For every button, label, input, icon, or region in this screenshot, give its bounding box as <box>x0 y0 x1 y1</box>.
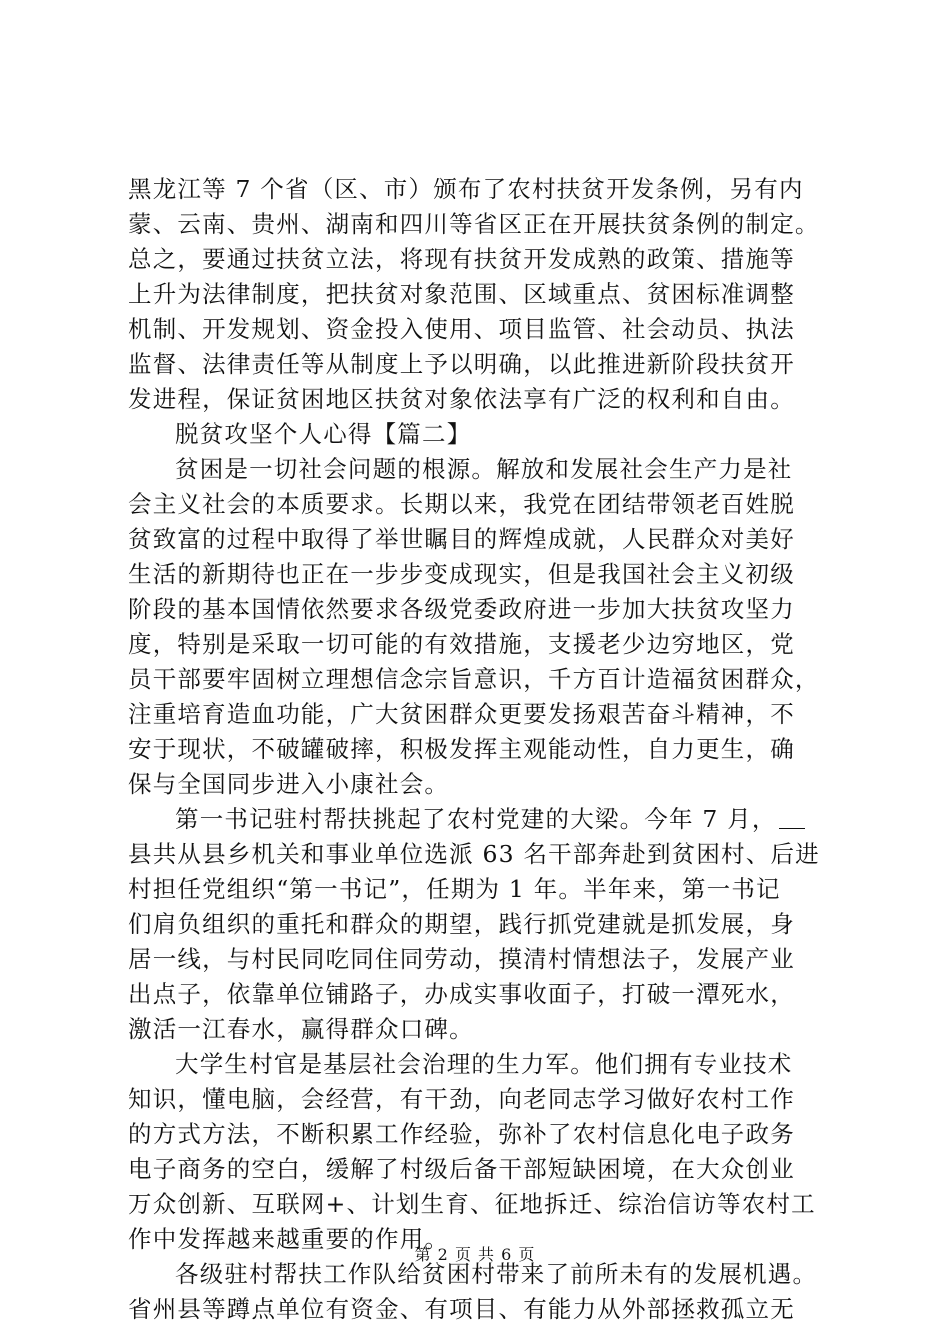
text-line: 万众创新、互联网+、计划生育、征地拆迁、综治信访等农村工 <box>128 1190 816 1218</box>
text-line: 县共从县乡机关和事业单位选派 63 名干部奔赴到贫困村、后进 <box>128 840 820 868</box>
text-line: 的方式方法，不断积累工作经验，弥补了农村信息化电子政务 <box>128 1120 795 1148</box>
text-span: 第一书记驻村帮扶挑起了农村党建的大梁。今年 7 月， <box>175 805 777 833</box>
text-line: 会主义社会的本质要求。长期以来，我党在团结带领老百姓脱 <box>128 490 795 518</box>
text-line: 激活一江春水，赢得群众口碑。 <box>128 1015 474 1043</box>
page-footer: 第 2 页 共 6 页 <box>414 1245 536 1264</box>
text-line: 电子商务的空白，缓解了村级后备干部短缺困境，在大众创业 <box>128 1155 795 1183</box>
section-heading: 脱贫攻坚个人心得【篇二】 <box>175 420 472 448</box>
text-line: 保与全国同步进入小康社会。 <box>128 770 450 798</box>
text-line: 员干部要牢固树立理想信念宗旨意识，千方百计造福贫困群众， <box>128 665 820 693</box>
blank-underline <box>779 805 805 829</box>
text-line: 们肩负组织的重托和群众的期望，践行抓党建就是抓发展，身 <box>128 910 795 938</box>
text-line: 安于现状，不破罐破摔，积极发挥主观能动性，自力更生，确 <box>128 735 795 763</box>
paragraph-start: 大学生村官是基层社会治理的生力军。他们拥有专业技术 <box>175 1050 793 1078</box>
text-line: 出点子，依靠单位铺路子，办成实事收面子，打破一潭死水， <box>128 980 795 1008</box>
text-line: 黑龙江等 7 个省（区、市）颁布了农村扶贫开发条例，另有内 <box>128 175 804 203</box>
text-line: 贫致富的过程中取得了举世瞩目的辉煌成就，人民群众对美好 <box>128 525 795 553</box>
document-body <box>128 172 828 1327</box>
text-line: 发进程，保证贫困地区扶贫对象依法享有广泛的权利和自由。 <box>128 385 795 413</box>
text-line: 阶段的基本国情依然要求各级党委政府进一步加大扶贫攻坚力 <box>128 595 795 623</box>
text-line: 机制、开发规划、资金投入使用、项目监管、社会动员、执法 <box>128 315 795 343</box>
text-line: 生活的新期待也正在一步步变成现实，但是我国社会主义初级 <box>128 560 795 588</box>
text-line: 蒙、云南、贵州、湖南和四川等省区正在开展扶贫条例的制定。 <box>128 210 820 238</box>
text-line: 上升为法律制度，把扶贫对象范围、区域重点、贫困标准调整 <box>128 280 795 308</box>
text-line: 监督、法律责任等从制度上予以明确，以此推进新阶段扶贫开 <box>128 350 795 378</box>
text-line: 总之，要通过扶贫立法，将现有扶贫开发成熟的政策、措施等 <box>128 245 795 273</box>
paragraph-start: 贫困是一切社会问题的根源。解放和发展社会生产力是社 <box>175 455 793 483</box>
text-line: 知识，懂电脑，会经营，有干劲，向老同志学习做好农村工作 <box>128 1085 795 1113</box>
text-line: 省州县等蹲点单位有资金、有项目、有能力从外部拯救孤立无 <box>128 1295 795 1323</box>
paragraph-start <box>128 802 828 837</box>
text-line: 居一线，与村民同吃同住同劳动，摸清村情想法子，发展产业 <box>128 945 795 973</box>
text-line: 作中发挥越来越重要的作用。 <box>128 1225 450 1253</box>
text-line: 注重培育造血功能，广大贫困群众更要发扬艰苦奋斗精神，不 <box>128 700 795 728</box>
paragraph-start: 各级驻村帮扶工作队给贫困村带来了前所未有的发展机遇。 <box>175 1260 818 1288</box>
text-line: 村担任党组织“第一书记”，任期为 1 年。半年来，第一书记 <box>128 875 781 903</box>
text-line: 度，特别是采取一切可能的有效措施，支援老少边穷地区，党 <box>128 630 795 658</box>
